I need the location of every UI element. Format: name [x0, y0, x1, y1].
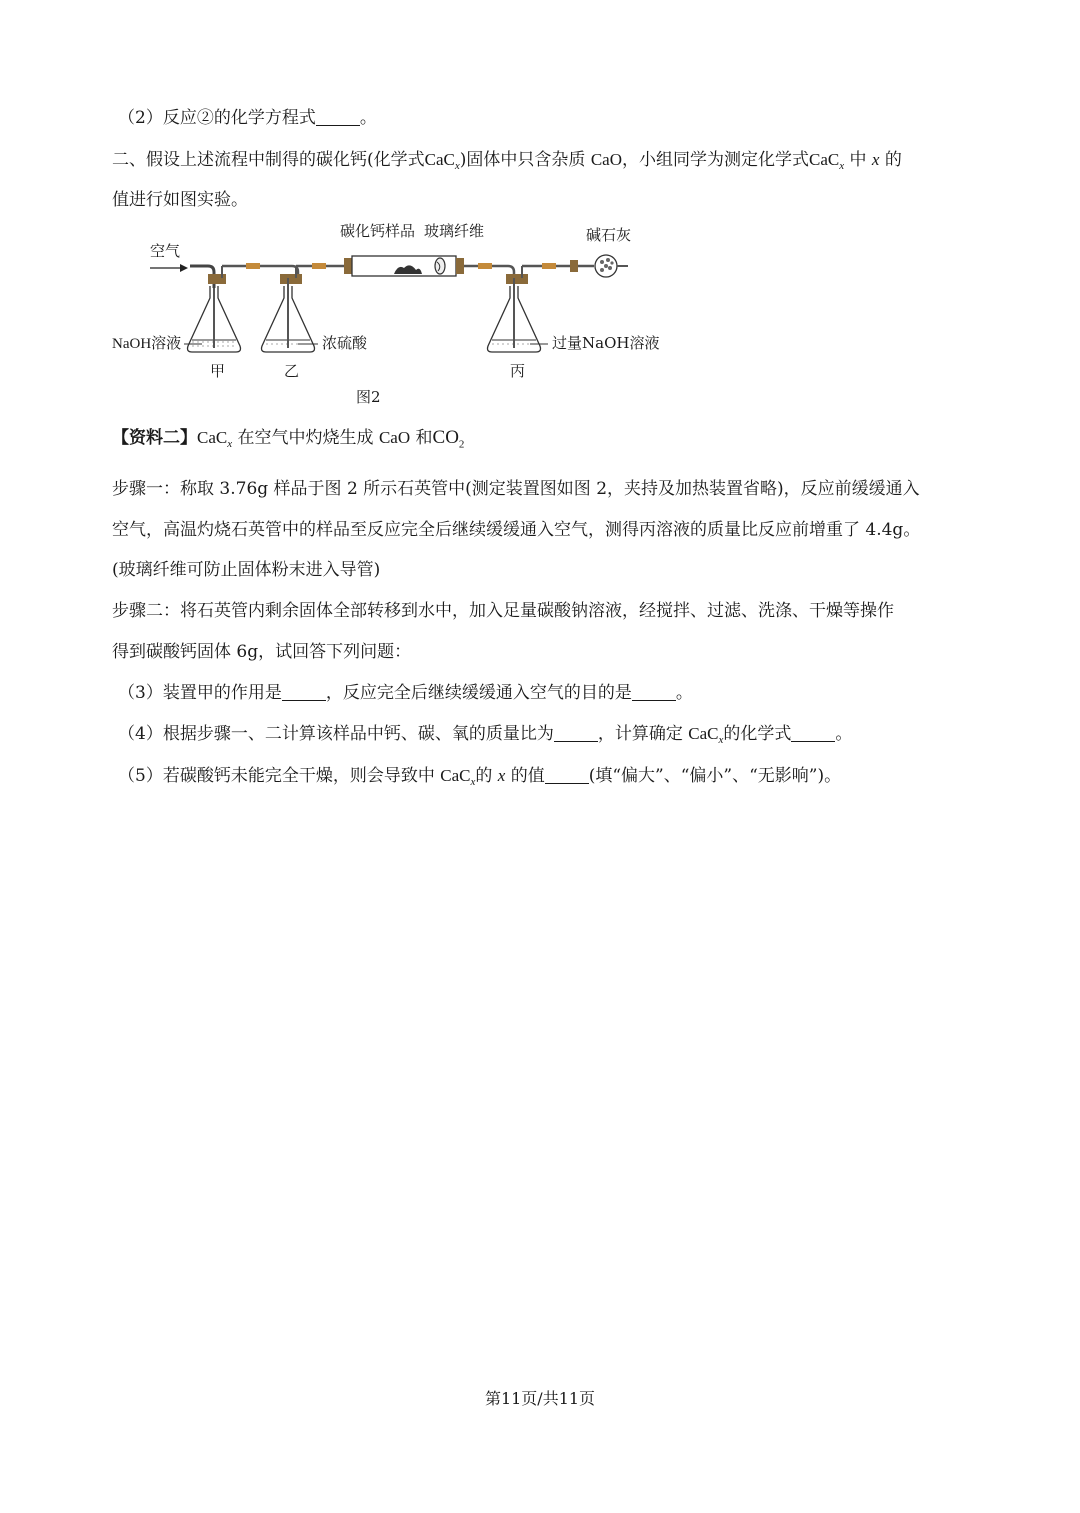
- quartz-tube: [344, 256, 464, 276]
- answer-blank: [316, 107, 360, 126]
- naoh-label: NaOH溶液: [112, 336, 182, 352]
- answer-blank: [282, 682, 326, 701]
- section-2-intro: 二、假设上述流程中制得的碳化钙(化学式CaC$_x$)固体中只含杂质 CaO，小组同学为测定化学式CaC$_x$ 中 x 的: [112, 150, 902, 173]
- air-arrow-icon: [150, 264, 188, 272]
- sulfuric-acid-label: 浓硫酸: [322, 334, 368, 352]
- question-4: （4）根据步骤一、二计算该样品中钙、碳、氧的质量比为 ，计算确定 CaC$_x$的化学式 。: [118, 724, 853, 747]
- flask-yi-label: 乙: [284, 362, 300, 380]
- excess-naoh-label: 过量NaOH溶液: [552, 334, 660, 352]
- section-2-intro-line2: 值进行如图实验。: [112, 190, 248, 210]
- step-1-line-1: 步骤一：称取 3.76g 样品于图 2 所示石英管中(测定装置图如图 2，夹持及加热装置省略)，反应前缓缓通入: [112, 479, 920, 499]
- sample-label: 碳化钙样品: [340, 222, 416, 240]
- flask-bing: [488, 266, 541, 352]
- flask-bing-label: 丙: [510, 362, 526, 380]
- material-2: 【资料二】CaC$_x$ 在空气中灼烧生成 CaO 和$CO_2$: [112, 427, 465, 451]
- answer-blank: [791, 723, 835, 742]
- flask-yi: [262, 266, 315, 352]
- apparatus-diagram: [112, 218, 672, 413]
- figure-caption: 图2: [356, 388, 381, 406]
- soda-lime-tube: [595, 255, 628, 277]
- flask-jia: [188, 266, 241, 352]
- soda-lime-label: 碱石灰: [586, 226, 632, 244]
- page-number: 第11页/共11页: [484, 1389, 596, 1408]
- question-5: （5）若碳酸钙未能完全干燥，则会导致中 CaC$_x$的 x 的值 (填“偏大”、“偏小”、“无影响”)。: [118, 766, 842, 789]
- q2-text: （2）反应②的化学方程式: [118, 108, 316, 128]
- step-1-line-3: (玻璃纤维可防止固体粉末进入导管): [112, 560, 381, 580]
- answer-blank: [632, 682, 676, 701]
- answer-blank: [545, 765, 589, 784]
- air-label: 空气: [150, 242, 181, 260]
- carbide-sample-icon: [394, 265, 422, 274]
- step-2-line-2: 得到碳酸钙固体 6g，试回答下列问题：: [112, 642, 412, 662]
- step-2-line-1: 步骤二：将石英管内剩余固体全部转移到水中，加入足量碳酸钠溶液，经搅拌、过滤、洗涤、干燥等操作: [112, 601, 894, 621]
- flask-jia-label: 甲: [210, 362, 226, 380]
- glass-fiber-label: 玻璃纤维: [424, 222, 485, 240]
- answer-blank: [554, 723, 598, 742]
- step-1-line-2: 空气，高温灼烧石英管中的样品至反应完全后继续缓缓通入空气，测得丙溶液的质量比反应前增重了 4.4g。: [112, 520, 921, 540]
- question-3: （3）装置甲的作用是 ，反应完全后继续缓缓通入空气的目的是 。: [118, 683, 693, 703]
- question-2: （2）反应②的化学方程式 。: [118, 108, 377, 128]
